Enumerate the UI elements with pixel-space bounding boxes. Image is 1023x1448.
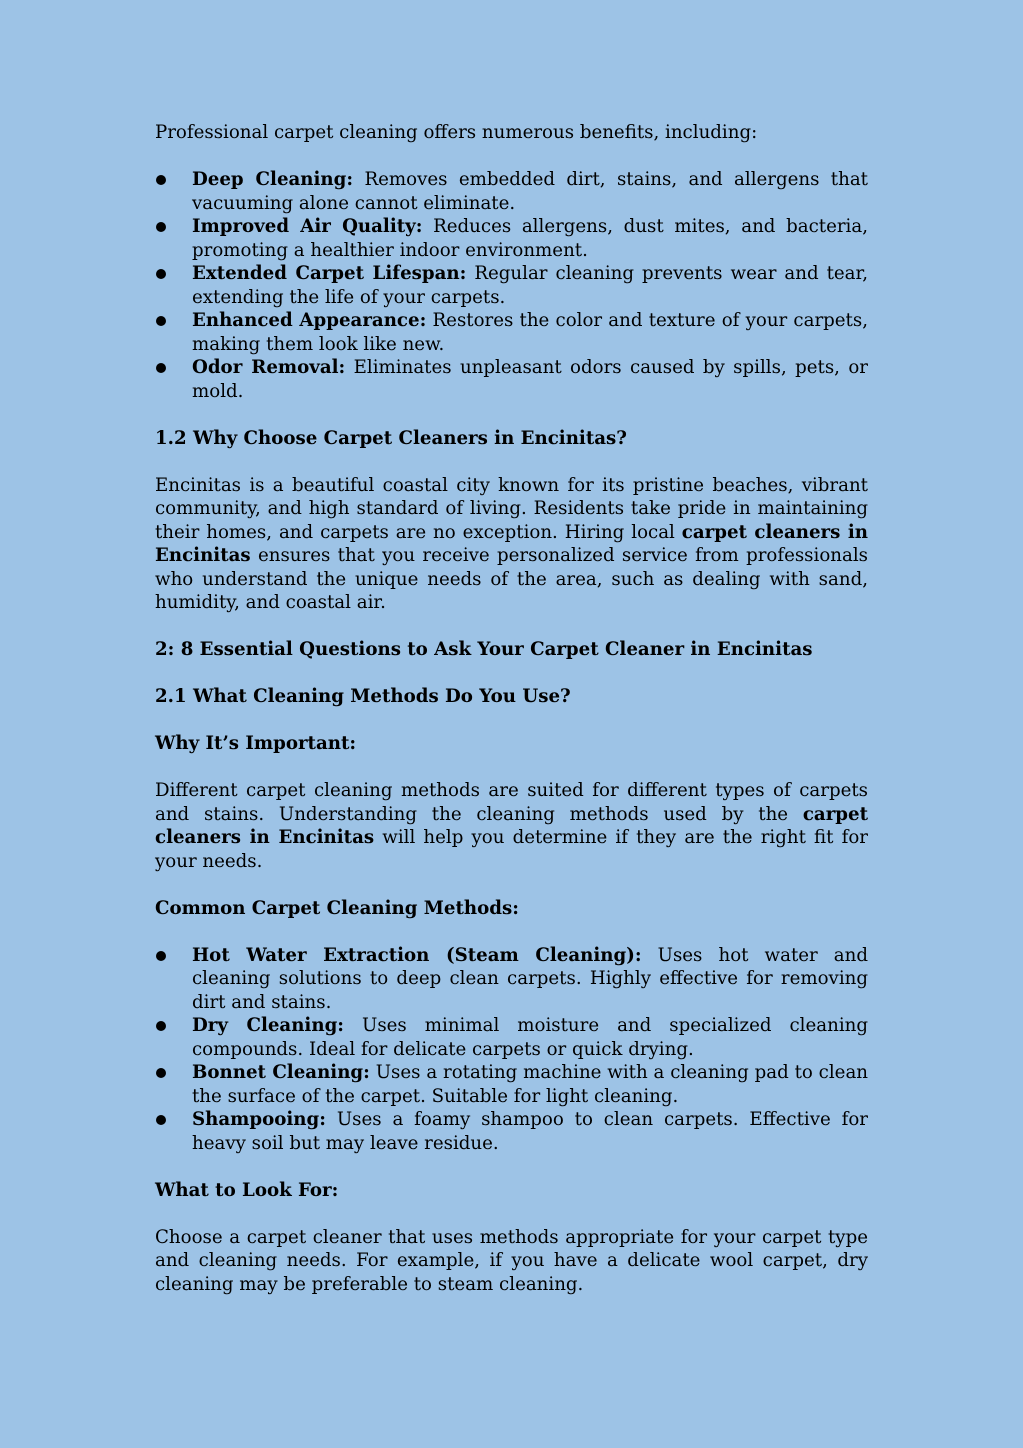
list-item-term: Hot Water Extraction (Steam Cleaning): — [192, 944, 642, 966]
list-item-text: Removes embedded dirt, stains, and allergens that vacuuming alone cannot eliminate. — [192, 169, 868, 214]
list-item-text: Uses a rotating machine with a cleaning pad to clean the surface of the carpet. Suitable for light cleaning. — [192, 1062, 868, 1107]
bullet-icon — [156, 1068, 166, 1078]
bullet-icon — [156, 1021, 166, 1031]
list-item — [155, 1014, 868, 1061]
why-text-after: will help you determine if they are the right fit for your needs. — [155, 827, 868, 872]
list-item-term: Enhanced Appearance: — [192, 310, 427, 331]
list-item-text: Uses a foamy shampoo to clean carpets. Effective for heavy soil but may leave residue. — [192, 1109, 868, 1154]
list-item-term: Shampooing: — [192, 1109, 326, 1130]
document-content — [155, 121, 868, 1296]
list-item — [155, 309, 868, 356]
list-item — [155, 215, 868, 262]
bullet-icon — [156, 951, 166, 961]
bullet-icon — [156, 269, 166, 279]
list-item-term: Odor Removal: — [192, 357, 346, 378]
list-item-text: Regular cleaning prevents wear and tear, extending the life of your carpets. — [192, 263, 868, 308]
heading-essential-questions: 2: 8 Essential Questions to Ask Your Carpet Cleaner in Encinitas — [155, 639, 813, 660]
list-item-term: Deep Cleaning: — [192, 169, 354, 190]
benefits-list — [155, 168, 868, 403]
heading-common-methods: Common Carpet Cleaning Methods: — [155, 897, 519, 919]
why-bold-keyword: carpet cleaners in Encinitas — [155, 803, 868, 848]
encinitas-text-before: Encinitas is a beautiful coastal city known for its pristine beaches, vibrant community, and high standard of living. Residents take pride in maintaining their homes, and carpets are no exception. Hiring local — [155, 474, 868, 543]
list-item-text: Reduces allergens, dust mites, and bacteria, promoting a healthier indoor environment. — [192, 216, 868, 261]
list-item-text: Eliminates unpleasant odors caused by spills, pets, or mold. — [192, 357, 868, 402]
bullet-icon — [156, 175, 166, 185]
list-item — [155, 1108, 868, 1155]
list-item — [155, 944, 868, 1015]
bullet-icon — [156, 1115, 166, 1125]
methods-list — [155, 944, 868, 1156]
list-item — [155, 262, 868, 309]
bullet-icon — [156, 222, 166, 232]
intro-paragraph: Professional carpet cleaning offers numerous benefits, including: — [155, 122, 758, 143]
heading-what-to-look-for: What to Look For: — [155, 1179, 339, 1201]
heading-why-choose: 1.2 Why Choose Carpet Cleaners in Encinitas? — [155, 427, 627, 449]
encinitas-paragraph — [155, 474, 868, 615]
list-item — [155, 1061, 868, 1108]
bullet-icon — [156, 316, 166, 326]
heading-why-important: Why It’s Important: — [155, 733, 357, 754]
encinitas-text-after: ensures that you receive personalized service from professionals who understand the unique needs of the area, such as dealing with sand, humidity, and coastal air. — [155, 545, 868, 613]
why-text-before: Different carpet cleaning methods are suited for different types of carpets and stains. Understanding the cleaning methods used by the — [155, 780, 868, 825]
list-item — [155, 168, 868, 215]
list-item-term: Dry Cleaning: — [192, 1015, 344, 1036]
why-important-paragraph — [155, 779, 868, 873]
look-for-paragraph: Choose a carpet cleaner that uses methods appropriate for your carpet type and cleaning needs. For example, if you have a delicate wool carpet, dry cleaning may be preferable to steam cleaning. — [155, 1226, 868, 1295]
list-item-term: Improved Air Quality: — [192, 216, 423, 237]
list-item-text: Uses minimal moisture and specialized cleaning compounds. Ideal for delicate carpets or quick drying. — [192, 1015, 868, 1060]
list-item-text: Restores the color and texture of your carpets, making them look like new. — [192, 310, 868, 355]
list-item — [155, 356, 868, 403]
encinitas-bold-keyword: carpet cleaners in Encinitas — [155, 521, 868, 566]
heading-cleaning-methods: 2.1 What Cleaning Methods Do You Use? — [155, 686, 571, 707]
list-item-text: Uses hot water and cleaning solutions to deep clean carpets. Highly effective for removing dirt and stains. — [192, 944, 869, 1013]
bullet-icon — [156, 363, 166, 373]
list-item-term: Bonnet Cleaning: — [192, 1062, 370, 1083]
list-item-term: Extended Carpet Lifespan: — [192, 263, 467, 284]
